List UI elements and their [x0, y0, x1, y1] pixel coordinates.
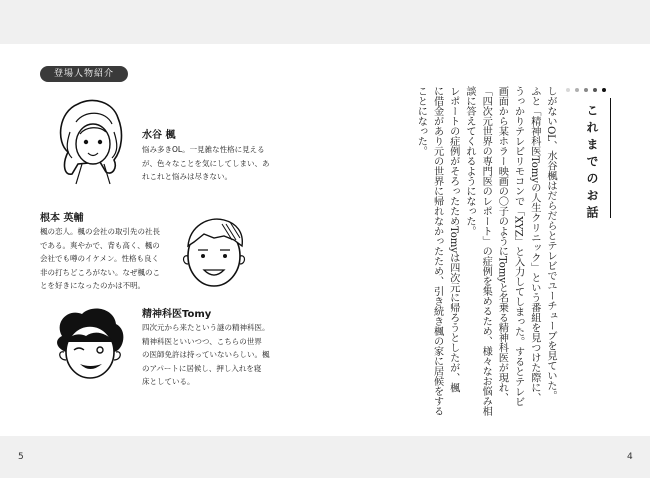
eisuke-illustration	[174, 210, 254, 294]
character-name: 水谷 楓	[142, 130, 176, 141]
progress-dots	[566, 88, 606, 92]
story-text: しがないOL、水谷楓はだらだらとテレビでユーチューブを見ていた。 ふと「精神科医Tomyの人生クリニック」という番組を見つけた際に、 うっかりテレビリモコンで「XYZ」と入力してしまった。するとテレビ 画面から某ホラー映画の〇子のようにTomyと名乗る精神科医が現れ、 「四次元世界の専門医のレポート」の症例を集めるため、様々なお悩み相 談に答えてくれるようになった。 レポートの症例がそろったためTomyは四次元に帰ろうとしたが、楓 に借金があり元の世界に帰れなかったため、引き続き楓の家に居候をする ことになった。	[415, 86, 556, 416]
dot	[575, 88, 579, 92]
title-rule	[610, 98, 611, 218]
character-description: 四次元から来たという謎の精神科医。 精神科医といいつつ、こちらの世界 の医師免許は持っていないらしい。楓 のアパートに居候し、押し入れを寝 床としている。	[142, 323, 270, 386]
dot	[566, 88, 570, 92]
right-page-number: 4	[627, 452, 633, 462]
section-tag: 登場人物紹介	[40, 66, 128, 82]
character-description: 楓の恋人。楓の会社の取引先の社長 である。爽やかで、背も高く、楓の 会社でも噂のイケメン。性格も良く 非の打ちどころがない。なぜ楓のこ とを好きになったのかは不明。	[40, 227, 160, 290]
character-description: 悩み多きOL。一見雑な性格に見える が、色々なことを気にしてしまい、あ れこれと悩みは尽きない。	[142, 145, 270, 181]
bottom-margin-band	[0, 436, 650, 478]
dot	[584, 88, 588, 92]
dot	[602, 88, 606, 92]
character-name: 根本 英輔	[40, 213, 84, 224]
dot	[593, 88, 597, 92]
character-name: 精神科医Tomy	[142, 309, 212, 320]
page-title: これまでのお話	[585, 104, 599, 223]
tomy-illustration	[48, 302, 132, 386]
left-page-number: 5	[18, 452, 24, 462]
kaede-illustration	[48, 92, 134, 188]
top-margin-band	[0, 0, 650, 44]
